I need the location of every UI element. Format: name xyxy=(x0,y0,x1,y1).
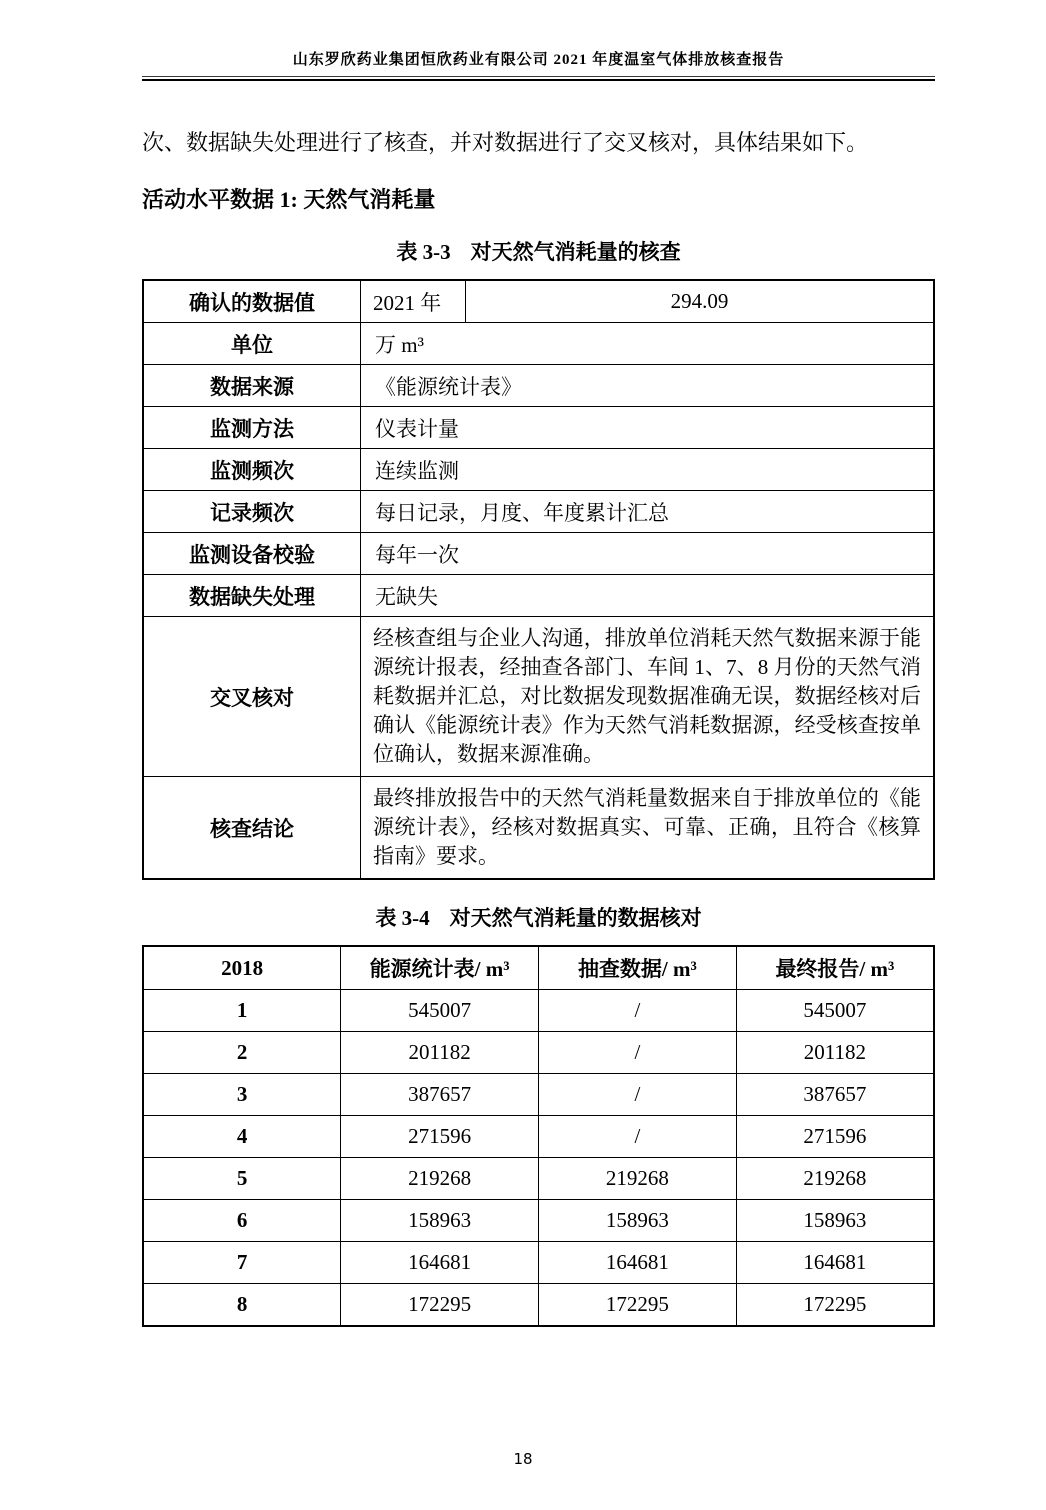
cell-month: 5 xyxy=(143,1158,341,1200)
cell-energy-stats: 545007 xyxy=(341,990,539,1032)
cell-energy-stats: 387657 xyxy=(341,1074,539,1116)
cell-energy-stats: 271596 xyxy=(341,1116,539,1158)
table-row xyxy=(143,491,934,533)
cell-sampled-data: / xyxy=(539,1074,737,1116)
cell-final-report: 172295 xyxy=(736,1284,934,1327)
row-label-missing-data-handling: 数据缺失处理 xyxy=(143,575,361,617)
cell-energy-stats: 219268 xyxy=(341,1158,539,1200)
cell-unit: 万 m³ xyxy=(361,323,935,365)
cell-monitoring-frequency: 连续监测 xyxy=(361,449,935,491)
cell-missing-data-handling: 无缺失 xyxy=(361,575,935,617)
table-3-4-title-text: 对天然气消耗量的数据核对 xyxy=(449,906,702,930)
cell-month: 3 xyxy=(143,1074,341,1116)
table-3-3-title xyxy=(142,236,935,266)
row-label-monitoring-frequency: 监测频次 xyxy=(143,449,361,491)
cell-month: 8 xyxy=(143,1284,341,1327)
table-row xyxy=(143,449,934,491)
cell-final-report: 164681 xyxy=(736,1242,934,1284)
cell-final-report: 219268 xyxy=(736,1158,934,1200)
table-3-4-data-cross-check xyxy=(142,945,935,1327)
cell-month: 1 xyxy=(143,990,341,1032)
table-3-4-title xyxy=(142,902,935,932)
table-row xyxy=(143,1200,934,1242)
row-label-cross-check: 交叉核对 xyxy=(143,617,361,777)
table-3-3-title-number: 表 3-3 xyxy=(396,240,451,264)
table-row xyxy=(143,365,934,407)
page-number: 18 xyxy=(513,1450,533,1468)
cell-monitoring-method: 仪表计量 xyxy=(361,407,935,449)
col-header-year-2018: 2018 xyxy=(143,946,341,990)
table-row xyxy=(143,323,934,365)
cell-month: 2 xyxy=(143,1032,341,1074)
cell-sampled-data: 164681 xyxy=(539,1242,737,1284)
cell-month: 6 xyxy=(143,1200,341,1242)
cell-energy-stats: 158963 xyxy=(341,1200,539,1242)
row-label-confirmed-value: 确认的数据值 xyxy=(143,280,361,323)
cell-energy-stats: 164681 xyxy=(341,1242,539,1284)
cell-cross-check: 经核查组与企业人沟通，排放单位消耗天然气数据来源于能源统计报表，经抽查各部门、车间 1、7、8 月份的天然气消耗数据并汇总，对比数据发现数据准确无误，数据经核对后确认《能源统计表》作为天然气消耗数据源，经受核查按单位确认，数据来源准确。 xyxy=(361,617,935,777)
section-heading-activity-data-1: 活动水平数据 1: 天然气消耗量 xyxy=(142,187,436,212)
row-label-device-calibration: 监测设备校验 xyxy=(143,533,361,575)
col-header-sampled-data: 抽查数据/ m³ xyxy=(539,946,737,990)
cell-sampled-data: / xyxy=(539,990,737,1032)
table-row xyxy=(143,280,934,323)
table-header-row xyxy=(143,946,934,990)
cell-final-report: 387657 xyxy=(736,1074,934,1116)
table-3-3-title-text: 对天然气消耗量的核查 xyxy=(470,240,681,264)
cell-sampled-data: 219268 xyxy=(539,1158,737,1200)
cell-data-source: 《能源统计表》 xyxy=(361,365,935,407)
page-content xyxy=(142,0,935,1327)
col-header-final-report: 最终报告/ m³ xyxy=(736,946,934,990)
row-label-recording-frequency: 记录频次 xyxy=(143,491,361,533)
table-row xyxy=(143,1074,934,1116)
table-3-3-natural-gas-verification xyxy=(142,279,935,880)
cell-sampled-data: 158963 xyxy=(539,1200,737,1242)
row-label-unit: 单位 xyxy=(143,323,361,365)
cell-sampled-data: / xyxy=(539,1116,737,1158)
table-row xyxy=(143,990,934,1032)
header-divider xyxy=(142,76,935,81)
cell-final-report: 201182 xyxy=(736,1032,934,1074)
report-header-title: 山东罗欣药业集团恒欣药业有限公司 2021 年度温室气体排放核查报告 xyxy=(292,52,785,68)
table-row xyxy=(143,1158,934,1200)
cell-recording-frequency: 每日记录，月度、年度累计汇总 xyxy=(361,491,935,533)
intro-paragraph: 次、数据缺失处理进行了核查，并对数据进行了交叉核对，具体结果如下。 xyxy=(142,130,869,155)
table-row xyxy=(143,575,934,617)
table-3-4-title-number: 表 3-4 xyxy=(375,906,430,930)
table-row xyxy=(143,533,934,575)
table-row xyxy=(143,777,934,880)
table-row xyxy=(143,1116,934,1158)
table-row xyxy=(143,1242,934,1284)
table-row xyxy=(143,617,934,777)
row-label-data-source: 数据来源 xyxy=(143,365,361,407)
cell-sampled-data: / xyxy=(539,1032,737,1074)
table-row xyxy=(143,1284,934,1327)
cell-final-report: 545007 xyxy=(736,990,934,1032)
row-label-verification-conclusion: 核查结论 xyxy=(143,777,361,880)
cell-sampled-data: 172295 xyxy=(539,1284,737,1327)
table-row xyxy=(143,1032,934,1074)
cell-month: 7 xyxy=(143,1242,341,1284)
cell-confirmed-value: 294.09 xyxy=(466,280,935,323)
col-header-energy-stats: 能源统计表/ m³ xyxy=(341,946,539,990)
cell-energy-stats: 201182 xyxy=(341,1032,539,1074)
cell-final-report: 271596 xyxy=(736,1116,934,1158)
cell-final-report: 158963 xyxy=(736,1200,934,1242)
cell-year: 2021 年 xyxy=(361,280,466,323)
cell-device-calibration: 每年一次 xyxy=(361,533,935,575)
cell-month: 4 xyxy=(143,1116,341,1158)
cell-energy-stats: 172295 xyxy=(341,1284,539,1327)
cell-verification-conclusion: 最终排放报告中的天然气消耗量数据来自于排放单位的《能源统计表》，经核对数据真实、可靠、正确，且符合《核算指南》要求。 xyxy=(361,777,935,880)
row-label-monitoring-method: 监测方法 xyxy=(143,407,361,449)
table-row xyxy=(143,407,934,449)
